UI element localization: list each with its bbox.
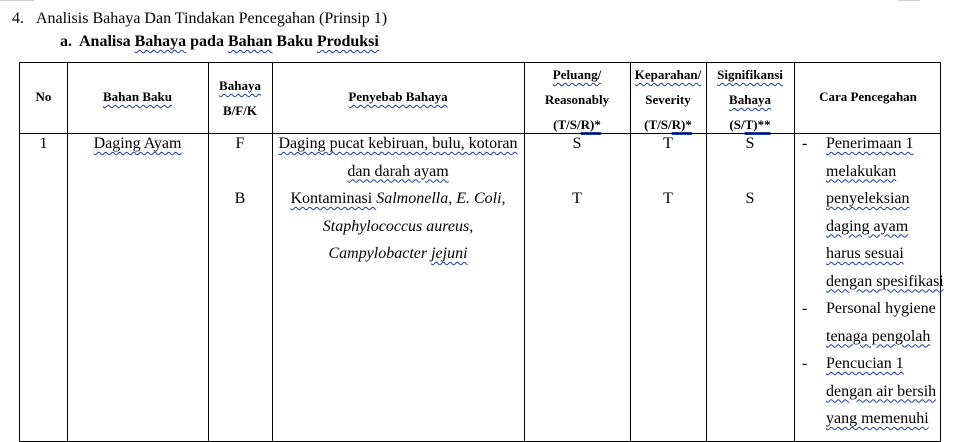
header-keparahan-line3a: (T/S/	[644, 117, 672, 132]
subsection-heading	[60, 32, 379, 52]
header-bahaya-line1: Bahaya	[219, 78, 261, 93]
header-signifikansi-line3a: (S/	[729, 117, 745, 132]
row-bahan-baku-text: Daging Ayam	[93, 135, 182, 152]
row-penyebab-1-line2-text: dan darah ayam	[347, 162, 449, 180]
section-title: Analisis Bahaya Dan Tindakan Pencegahan (Prinsip 1)	[36, 10, 388, 27]
row-penyebab-2-line2-text: Staphylococcus aureus,	[322, 217, 474, 235]
row-keparahan-1-text: T	[663, 135, 673, 152]
list-dash: -	[802, 300, 808, 317]
hazard-analysis-table	[19, 62, 944, 442]
header-signifikansi-line1: Signifikansi	[717, 67, 783, 82]
row-penyebab-2-line3b: jejuni	[431, 245, 468, 262]
row-peluang-1	[524, 130, 630, 158]
row-peluang-2-text: T	[572, 190, 582, 207]
row-signifikansi-2	[706, 185, 794, 213]
page-corner-mark-right	[898, 0, 920, 1]
pencegahan-list	[795, 130, 944, 433]
row-keparahan-2-text: T	[663, 190, 673, 207]
row-penyebab-2-line1a: Kontaminasi	[290, 190, 377, 207]
header-signifikansi	[706, 62, 794, 137]
row-bahaya-1-text: F	[235, 135, 245, 152]
section-number: 4.	[12, 10, 24, 27]
list-item	[795, 130, 944, 295]
row-penyebab-1-line2	[272, 158, 524, 186]
row-bahaya-2	[208, 185, 272, 213]
subsection-title-part: Analisa	[79, 33, 135, 50]
subsection-title-part: Bahaya	[134, 33, 187, 50]
header-keparahan-line1: Keparahan/	[634, 67, 702, 82]
list-item-line: yang memenuhi	[826, 410, 929, 427]
header-bahaya-line2: B/F/K	[223, 103, 257, 118]
row-penyebab-2-line3	[272, 240, 524, 268]
list-item-line: tenaga pengolah	[826, 327, 931, 345]
row-peluang-1-text: S	[572, 135, 582, 152]
header-bahan-baku	[67, 84, 208, 109]
section-heading	[12, 9, 387, 29]
header-keparahan-line2: Severity	[645, 92, 691, 107]
row-signifikansi-1-text: S	[745, 135, 755, 152]
header-cara-text: Cara Pencegahan	[819, 89, 917, 104]
subsection-title-part: Baku	[272, 33, 317, 50]
header-peluang-line1: Peluang/	[552, 67, 602, 82]
column-divider	[67, 63, 68, 441]
list-item-line: dengan air bersih	[826, 382, 937, 400]
row-signifikansi-2-text: S	[745, 190, 755, 207]
header-peluang-line2: Reasonably	[544, 92, 610, 107]
header-bahaya	[208, 73, 272, 123]
header-peluang-line3b: R)*	[580, 117, 601, 132]
header-keparahan-line3b: R)*	[671, 117, 692, 132]
list-item-line: Penerimaan 1	[826, 135, 914, 152]
row-keparahan-2	[630, 185, 706, 213]
row-penyebab-1-line1: Daging pucat kebiruan, bulu, kotoran	[278, 135, 518, 152]
row-penyebab-2-line1b: Salmonella, E. Coli,	[376, 190, 506, 207]
header-peluang-line3a: (T/S/	[553, 117, 581, 132]
list-item-line: daging ayam	[826, 217, 909, 235]
list-item-line: Personal hygiene	[826, 300, 936, 317]
list-item-line: Pencucian 1	[826, 355, 904, 372]
subsection-title-part: Bahan	[227, 33, 273, 50]
subsection-letter: a.	[60, 33, 72, 50]
page-corner-mark-left	[0, 0, 34, 1]
row-penyebab-2	[272, 185, 524, 268]
list-item-line: melakukan	[826, 162, 897, 180]
list-dash: -	[802, 135, 808, 152]
row-bahan-baku	[67, 130, 208, 158]
list-item	[795, 295, 941, 350]
subsection-title-part: Produksi	[316, 33, 379, 50]
list-item	[795, 350, 941, 433]
row-signifikansi-1	[706, 130, 794, 158]
header-signifikansi-line3b: T)**	[744, 117, 771, 132]
list-item-line: penyeleksian	[826, 190, 910, 207]
header-peluang	[524, 62, 630, 137]
header-no	[20, 84, 67, 109]
row-penyebab-1	[272, 130, 524, 185]
row-no-text: 1	[39, 135, 48, 152]
header-bahan-baku-text: Bahan Baku	[102, 89, 172, 104]
header-penyebab	[272, 84, 524, 109]
row-bahaya-1	[208, 130, 272, 158]
row-penyebab-2-line2	[272, 213, 524, 241]
list-item-line: harus sesuai	[826, 245, 904, 262]
row-keparahan-1	[630, 130, 706, 158]
subsection-title-part: pada	[186, 33, 228, 50]
row-bahaya-2-text: B	[234, 190, 246, 207]
list-item-line: dengan spesifikasi	[826, 272, 944, 290]
row-penyebab-2-line3a: Campylobacter	[328, 245, 432, 262]
header-signifikansi-line2: Bahaya	[729, 92, 771, 107]
header-penyebab-text: Penyebab Bahaya	[348, 89, 448, 104]
row-no	[20, 130, 67, 158]
row-peluang-2	[524, 185, 630, 213]
header-keparahan	[630, 62, 706, 137]
list-dash: -	[802, 355, 808, 372]
row-penyebab-2-line1	[272, 185, 524, 213]
header-cara-pencegahan	[794, 84, 942, 109]
header-no-text: No	[35, 89, 52, 104]
